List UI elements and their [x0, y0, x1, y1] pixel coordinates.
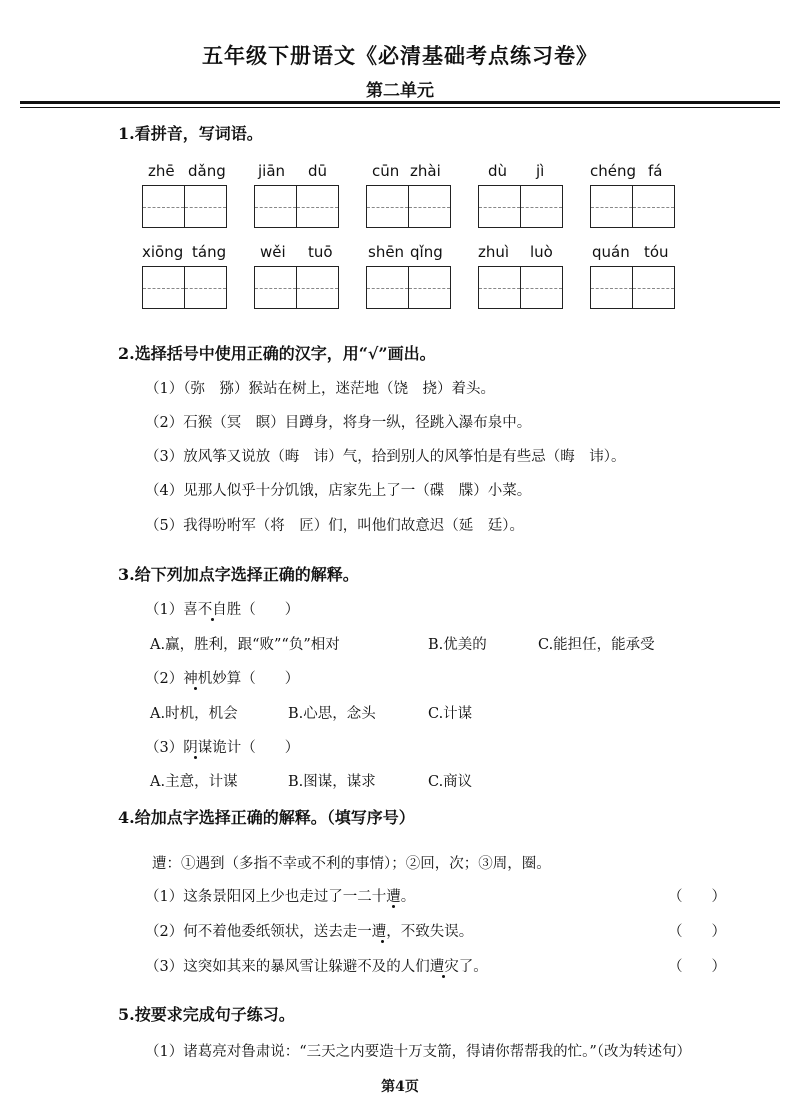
- writing-box[interactable]: [142, 185, 185, 228]
- pinyin-syllable: zhuì: [478, 243, 510, 261]
- question-3-heading: 3.给下列加点字选择正确的解释。: [118, 565, 359, 584]
- writing-box[interactable]: [521, 185, 563, 228]
- pinyin-syllable: jiān: [258, 162, 286, 180]
- question-1-heading: 1.看拼音，写词语。: [118, 124, 263, 143]
- writing-box[interactable]: [254, 266, 297, 309]
- q2-item: （1）（弥 猕）猴站在树上，迷茫地（饶 挠）着头。: [145, 381, 495, 397]
- q3-option: C.商议: [428, 774, 473, 790]
- emphasis-dot: [392, 905, 395, 908]
- emphasis-dot: [194, 756, 197, 759]
- pinyin-syllable: quán: [592, 243, 630, 261]
- pinyin-syllable: shēn: [368, 243, 405, 261]
- emphasis-dot: [381, 940, 384, 943]
- pinyin-syllable: dǎng: [188, 162, 226, 180]
- writing-box[interactable]: [254, 185, 297, 228]
- pinyin-syllable: tóu: [644, 243, 669, 261]
- writing-box[interactable]: [478, 185, 521, 228]
- q5-item: （1）诸葛亮对鲁肃说：“三天之内要造十万支箭，得请你帮帮我的忙。”（改为转述句）: [145, 1044, 692, 1060]
- question-2-heading: 2.选择括号中使用正确的汉字，用“√”画出。: [118, 344, 436, 363]
- q4-item: （1）这条景阳冈上少也走过了一二十遭。: [145, 889, 416, 905]
- header-rule-thin: [20, 107, 780, 108]
- q2-item: （2）石猴（冥 瞑）目蹲身，将身一纵，径跳入瀑布泉中。: [145, 415, 532, 431]
- answer-paren[interactable]: （ ）: [668, 889, 726, 905]
- pinyin-item: [142, 162, 232, 228]
- writing-box[interactable]: [185, 185, 227, 228]
- writing-box[interactable]: [366, 185, 409, 228]
- pinyin-syllable: chéng: [590, 162, 637, 180]
- q4-item: （3）这突如其来的暴风雪让躲避不及的人们遭灾了。: [145, 959, 488, 975]
- question-4-heading: 4.给加点字选择正确的解释。（填写序号）: [118, 808, 415, 827]
- unit-subtitle: 第二单元: [366, 81, 434, 101]
- pinyin-syllable: dū: [308, 162, 328, 180]
- q3-option: C.能担任，能承受: [538, 637, 655, 653]
- emphasis-dot: [194, 687, 197, 690]
- question-5-heading: 5.按要求完成句子练习。: [118, 1005, 295, 1024]
- answer-paren[interactable]: （ ）: [668, 924, 726, 940]
- q3-option: A.赢，胜利，跟“败”“负”相对: [150, 637, 340, 653]
- q3-stem: （2）神机妙算（ ）: [145, 671, 300, 687]
- q3-option: A.主意，计谋: [150, 774, 238, 790]
- pinyin-item: [142, 243, 232, 309]
- pinyin-syllable: cūn: [372, 162, 400, 180]
- pinyin-item: [590, 243, 680, 309]
- pinyin-syllable: fá: [648, 162, 663, 180]
- writing-box[interactable]: [478, 266, 521, 309]
- writing-box[interactable]: [633, 185, 675, 228]
- pinyin-item: [366, 243, 456, 309]
- pinyin-syllable: jì: [536, 162, 545, 180]
- writing-box[interactable]: [409, 185, 451, 228]
- writing-box[interactable]: [590, 185, 633, 228]
- pinyin-item: [478, 162, 568, 228]
- q4-item: （2）何不着他委纸领状，送去走一遭，不致失误。: [145, 924, 474, 940]
- pinyin-item: [254, 243, 344, 309]
- q4-definition: 遭：①遇到（多指不幸或不利的事情）；②回，次；③周，圈。: [152, 856, 551, 872]
- pinyin-item: [254, 162, 344, 228]
- pinyin-item: [478, 243, 568, 309]
- emphasis-dot: [211, 618, 214, 621]
- q2-item: （3）放风筝又说放（晦 讳）气，拾到别人的风筝怕是有些忌（晦 讳）。: [145, 449, 626, 465]
- pinyin-syllable: tuō: [308, 243, 333, 261]
- writing-box[interactable]: [297, 185, 339, 228]
- q3-option: B.优美的: [428, 637, 487, 653]
- q3-stem: （1）喜不自胜（ ）: [145, 602, 300, 618]
- page-number: 第4页: [381, 1079, 419, 1095]
- emphasis-dot: [442, 975, 445, 978]
- q2-item: （4）见那人似乎十分饥饿，店家先上了一（碟 牒）小菜。: [145, 483, 532, 499]
- pinyin-syllable: dù: [488, 162, 508, 180]
- pinyin-syllable: luò: [530, 243, 553, 261]
- pinyin-syllable: zhài: [410, 162, 441, 180]
- pinyin-syllable: wěi: [260, 243, 286, 261]
- pinyin-item: [590, 162, 680, 228]
- writing-box[interactable]: [633, 266, 675, 309]
- header-rule-thick: [20, 101, 780, 104]
- writing-box[interactable]: [409, 266, 451, 309]
- q3-option: A.时机，机会: [150, 706, 238, 722]
- writing-box[interactable]: [521, 266, 563, 309]
- q3-option: C.计谋: [428, 706, 473, 722]
- pinyin-syllable: qǐng: [410, 243, 443, 261]
- pinyin-syllable: xiōng: [142, 243, 184, 261]
- writing-box[interactable]: [366, 266, 409, 309]
- q3-stem: （3）阴谋诡计（ ）: [145, 740, 300, 756]
- writing-box[interactable]: [185, 266, 227, 309]
- pinyin-syllable: zhē: [148, 162, 175, 180]
- writing-box[interactable]: [590, 266, 633, 309]
- q3-option: B.图谋，谋求: [288, 774, 376, 790]
- writing-box[interactable]: [142, 266, 185, 309]
- q2-item: （5）我得吩咐军（将 匠）们，叫他们故意迟（延 廷）。: [145, 518, 524, 534]
- pinyin-syllable: táng: [192, 243, 227, 261]
- answer-paren[interactable]: （ ）: [668, 959, 726, 975]
- pinyin-item: [366, 162, 456, 228]
- q3-option: B.心思，念头: [288, 706, 376, 722]
- page-title: 五年级下册语文《必清基础考点练习卷》: [202, 43, 598, 68]
- writing-box[interactable]: [297, 266, 339, 309]
